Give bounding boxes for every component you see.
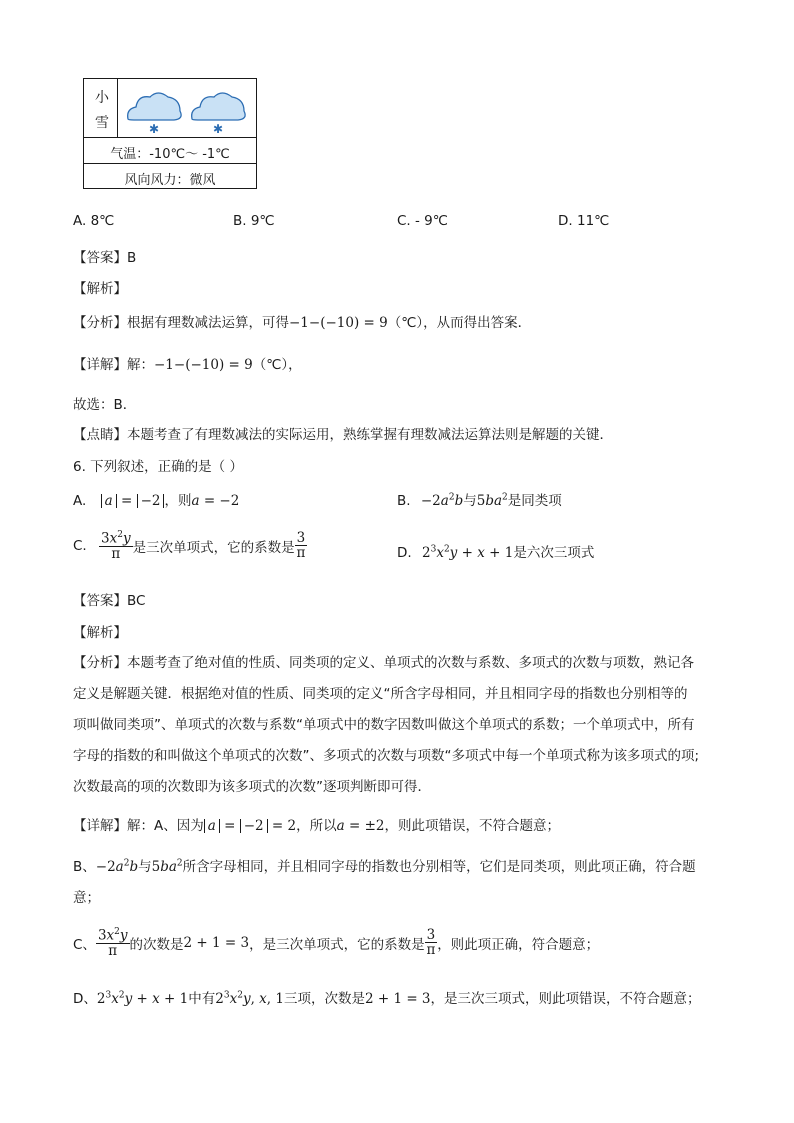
- option-label: C.: [73, 537, 87, 554]
- detail-text: 三项，次数是: [283, 991, 365, 1007]
- answer-value: B: [127, 250, 137, 266]
- detail-text: 的次数是: [129, 936, 184, 953]
- detail-text: ，所以: [296, 818, 337, 834]
- snow-cloud-icons: [124, 85, 254, 135]
- option-b: B. 9℃: [233, 213, 275, 229]
- option-a: A. a = −2 ，则a = −2: [73, 493, 240, 509]
- analysis-line: 定义是解题关键．根据绝对值的性质、同类项的定义“所含字母相同，并且相同字母的指数也分别相等的: [73, 686, 688, 702]
- svg-text:✱: ✱: [213, 122, 224, 135]
- weather-condition-cell: [84, 79, 118, 137]
- detail-text: ，是三次三项式，则此项错误，不符合题意；: [430, 991, 701, 1007]
- weather-condition-char: 雪: [95, 115, 109, 131]
- detail-line-c: C、 $\frac{3x^2y}{\pi}$ 的次数是2 + 1 = 3，是三次单项式，它的系数是 $\frac{3}{\pi}$ ，则此项正确，符合题意；: [73, 927, 600, 959]
- option-b: B. $-2a^2b$与$5ba^2$是同类项: [397, 492, 562, 509]
- detail-line-b: B、$-2a^2b$与$5ba^2$所含字母相同，并且相同字母的指数也分别相等，它们是同类项，则此项正确，符合题: [73, 858, 696, 875]
- option-text: 是三次单项式，它的系数是: [132, 539, 295, 556]
- option-d: D. $2^3x^2y + x + 1$是六次三项式: [397, 544, 595, 561]
- option-a: A. 8℃: [73, 213, 115, 229]
- question-stem: 6. 下列叙述，正确的是（ ）: [73, 459, 243, 475]
- detail-text: C、: [73, 936, 96, 953]
- analysis-line: 字母的指数的和叫做这个单项式的次数”、多项式的次数与项数“多项式中每一个单项式称为该多项式的项;: [73, 748, 700, 764]
- option-c: C. $\frac{3x^2y}{\pi}$ 是三次单项式，它的系数是 $\frac{3}{\pi}$: [73, 530, 306, 562]
- weather-condition-char: 小: [95, 90, 109, 106]
- detail-text: ，则此项正确，符合题意；: [437, 936, 600, 953]
- answer-line: [73, 246, 136, 266]
- analysis-line: [73, 311, 531, 331]
- snow-cloud-icon: [192, 93, 245, 135]
- answer-line: [73, 589, 145, 609]
- option-text: 是六次三项式: [513, 545, 595, 561]
- detail-tag: 【详解】: [73, 357, 127, 373]
- detail-text: ，是三次单项式，它的系数是: [249, 936, 425, 953]
- detail-text: 中有: [188, 991, 216, 1007]
- detail-text: B、: [73, 859, 96, 875]
- snow-cloud-icon: [128, 93, 181, 135]
- choose-line: 故选：B．: [73, 397, 137, 413]
- answer-tag: 【答案】: [73, 593, 127, 609]
- option-label: B.: [397, 493, 411, 509]
- math-expression: −1−(−10) = 9: [154, 357, 253, 373]
- detail-text: （℃），: [252, 357, 302, 373]
- detail-text: D、: [73, 991, 97, 1007]
- comment-tag: 【点睛】: [73, 427, 127, 443]
- detail-text: 所含字母相同，并且相同字母的指数也分别相等，它们是同类项，则此项正确，符合题: [182, 859, 696, 875]
- math-expression: −1−(−10) = 9: [289, 315, 388, 331]
- analysis-line: 项叫做同类项”、单项式的次数与系数“单项式中的数字因数叫做这个单项式的系数；一个单项式中，所有: [73, 717, 695, 733]
- answer-value: BC: [127, 593, 146, 609]
- detail-text: 解：A、因为: [127, 818, 204, 834]
- analysis-text: 根据有理数减法运算，可得: [127, 315, 289, 331]
- comment-text: 本题考查了有理数减法的实际运用，熟练掌握有理数减法运算法则是解题的关键．: [127, 427, 613, 443]
- answer-tag: 【答案】: [73, 250, 127, 266]
- analysis-tag: 【解析】: [73, 625, 127, 641]
- option-text: 与: [463, 493, 477, 509]
- wind-info: 风向风力：微风: [124, 173, 216, 188]
- analysis-subtag: 【分析】: [73, 315, 127, 331]
- detail-tag: 【详解】: [73, 818, 127, 834]
- detail-text: 与: [138, 859, 152, 875]
- temperature-range: 气温：-10℃～ -1℃: [110, 147, 230, 162]
- option-text: ，则: [164, 493, 192, 509]
- option-c: C. - 9℃: [397, 213, 448, 229]
- analysis-text: （℃），从而得出答案．: [387, 315, 532, 331]
- option-d: D. 11℃: [558, 213, 610, 229]
- analysis-line: 次数最高的项的次数即为该多项式的次数”逐项判断即可得．: [73, 779, 431, 795]
- option-label: D.: [397, 545, 412, 561]
- detail-text: 解：: [127, 357, 154, 373]
- weather-table: [83, 78, 257, 189]
- analysis-subtag: 【分析】: [73, 655, 127, 671]
- analysis-line: [73, 651, 694, 671]
- option-label: A.: [73, 493, 87, 509]
- detail-line-d: D、$2^3x^2y + x + 1$中有$2^3x^2y$, x, 1三项，次数是2 + 1 = 3，是三次三项式，则此项错误，不符合题意；: [73, 990, 701, 1007]
- detail-line-a: 【详解】解：A、因为 a = −2 = 2，所以a = ±2，则此项错误，不符合题意；: [73, 818, 560, 834]
- detail-text: ，则此项错误，不符合题意；: [384, 818, 560, 834]
- detail-line-b2: 意；: [73, 890, 100, 906]
- comment-line: [73, 423, 613, 443]
- svg-text:✱: ✱: [149, 122, 160, 135]
- detail-line: [73, 353, 302, 373]
- analysis-tag: 【解析】: [73, 281, 127, 297]
- option-text: 是同类项: [507, 493, 562, 509]
- analysis-text: 本题考查了绝对值的性质、同类项的定义、单项式的次数与系数、多项式的次数与项数，熟记各: [127, 655, 694, 671]
